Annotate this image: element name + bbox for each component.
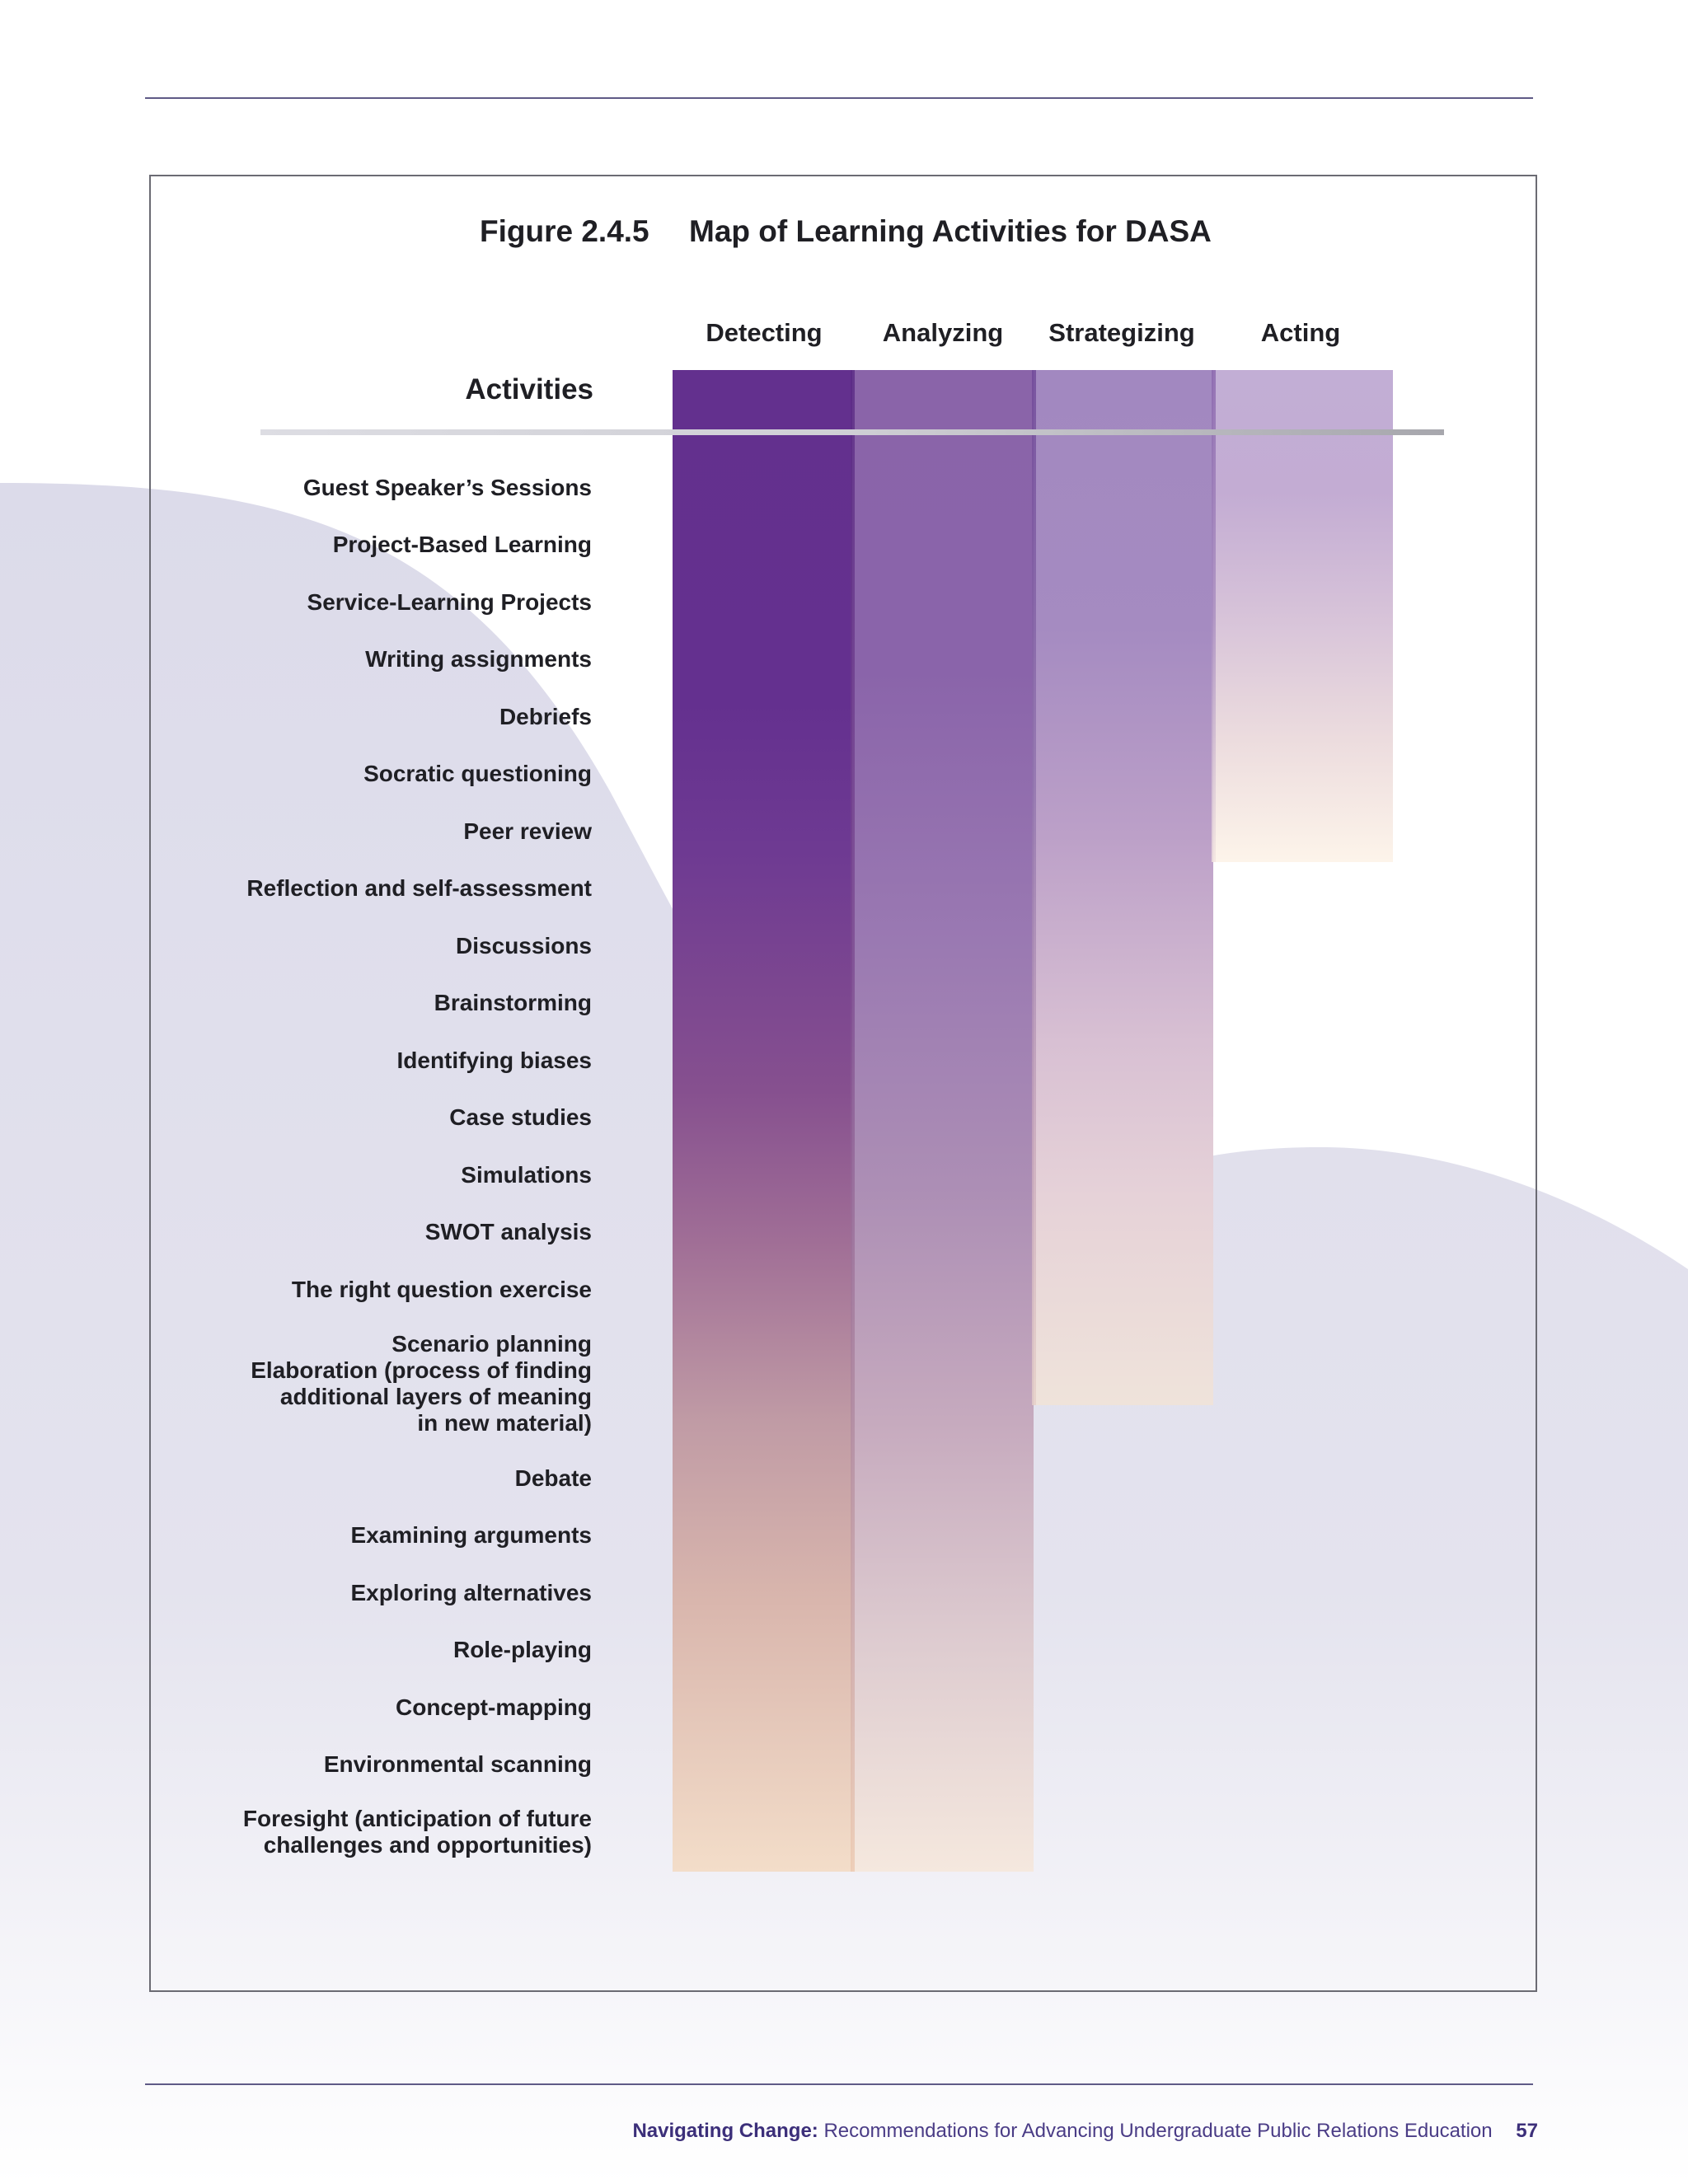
footer-subtitle: Recommendations for Advancing Undergraduate Public Relations Education [823, 2120, 1493, 2142]
activity-label: Identifying biases [396, 1047, 592, 1073]
activity-label: Peer review [463, 818, 592, 844]
activities-header: Activities [465, 373, 593, 405]
page-number: 57 [1516, 2120, 1538, 2142]
activity-label: Foresight (anticipation of future challenges and opportunities) [242, 1806, 592, 1858]
activity-label: Writing assignments [365, 646, 592, 672]
bar-detecting [673, 370, 852, 1872]
activity-label: Service-Learning Projects [307, 589, 592, 615]
bar-acting [1213, 370, 1393, 862]
activity-label: Exploring alternatives [350, 1580, 592, 1605]
bar-separator [851, 370, 855, 1872]
activity-label: Scenario planning [392, 1331, 592, 1357]
column-header-detecting: Detecting [706, 318, 823, 347]
bar-separator [1032, 370, 1036, 1405]
activity-label: Debriefs [499, 704, 592, 729]
activity-label: Project-Based Learning [332, 532, 592, 557]
activity-label: Debate [514, 1465, 592, 1491]
header-divider [260, 429, 1444, 435]
activity-label: Guest Speaker’s Sessions [302, 475, 592, 500]
top-rule [145, 97, 1533, 99]
activity-label: Environmental scanning [323, 1751, 592, 1777]
activity-label: Role-playing [452, 1637, 592, 1662]
activity-label: Simulations [461, 1162, 592, 1188]
figure-title: Map of Learning Activities for DASA [689, 214, 1212, 248]
activity-label: Reflection and self-assessment [246, 875, 592, 901]
activity-label: SWOT analysis [424, 1219, 592, 1244]
page-footer [632, 2120, 1538, 2143]
activity-label: Discussions [456, 933, 592, 958]
footer-publication-title: Navigating Change: [632, 2120, 818, 2142]
column-header-strategizing: Strategizing [1048, 318, 1195, 347]
activity-label: Brainstorming [434, 990, 592, 1015]
column-header-analyzing: Analyzing [882, 318, 1004, 347]
bar-separator [1212, 370, 1216, 862]
activity-label: Concept-mapping [396, 1694, 592, 1720]
activity-label: Case studies [449, 1104, 592, 1130]
activity-label: Examining arguments [350, 1522, 592, 1548]
bar-analyzing [852, 370, 1034, 1872]
activity-label: The right question exercise [291, 1277, 592, 1302]
bar-strategizing [1034, 370, 1213, 1405]
bottom-rule [145, 2083, 1533, 2085]
activity-label: Elaboration (process of finding additional layers of meaning in new material) [251, 1357, 592, 1436]
figure-number: Figure 2.4.5 [480, 214, 649, 248]
activity-label: Socratic questioning [363, 761, 592, 786]
column-header-acting: Acting [1260, 318, 1341, 347]
